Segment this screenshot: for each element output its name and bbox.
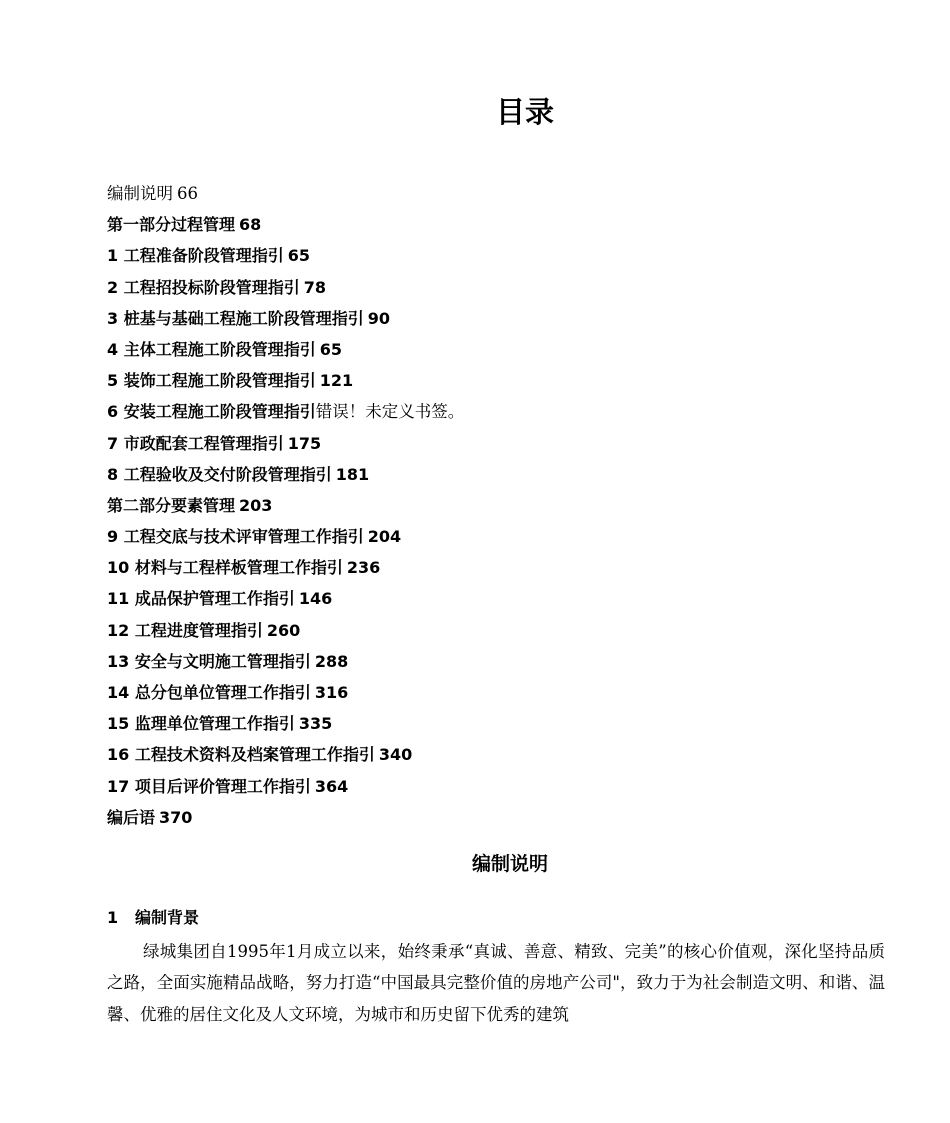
- toc-entry-label: 8 工程验收及交付阶段管理指引: [107, 464, 332, 484]
- toc-entry-label: 10 材料与工程样板管理工作指引: [107, 558, 343, 578]
- toc-entry-label: 16 工程技术资料及档案管理工作指引: [107, 745, 375, 765]
- toc-entry[interactable]: [107, 492, 867, 523]
- toc-entry[interactable]: [107, 461, 867, 492]
- toc-entry-page: 364: [314, 776, 349, 796]
- toc-entry[interactable]: [107, 679, 867, 710]
- toc-entry-label: 14 总分包单位管理工作指引: [107, 683, 311, 702]
- toc-entry-label: 17 项目后评价管理工作指引: [107, 776, 311, 796]
- subsection-title: 编制背景: [135, 908, 200, 927]
- section-heading: 编制说明: [471, 853, 548, 875]
- toc-entry[interactable]: [107, 617, 867, 648]
- subsection-number: 1: [107, 908, 119, 927]
- toc-entry-label: 6 安装工程施工阶段管理指引: [107, 402, 316, 422]
- toc-entry-page: 175: [287, 433, 322, 453]
- toc-entry[interactable]: [107, 211, 867, 242]
- toc-entry[interactable]: [107, 804, 867, 835]
- toc-entry-page: 288: [314, 651, 349, 671]
- document-title: 目录: [495, 95, 554, 129]
- toc-entry-label: 13 安全与文明施工管理指引: [107, 651, 311, 671]
- toc-entry-label: 9 工程交底与技术评审管理工作指引: [107, 527, 364, 547]
- toc-entry-label: 5 装饰工程施工阶段管理指引: [107, 371, 316, 391]
- body-paragraph: 绿城集团自1995年1月成立以来，始终秉承“真诚、善意、精致、完美”的核心价值观，深化坚持品质之路，全面实施精品战略，努力打造“中国最具完整价值的房地产公司"，致力于为社会制造文明、和谐、温馨、优雅的居住文化及人文环境，为城市和历史留下优秀的建筑: [107, 942, 885, 1024]
- toc-entry-page: 236: [346, 558, 381, 578]
- toc-entry-page: 146: [298, 589, 333, 609]
- toc-entry-label: 15 监理单位管理工作指引: [107, 714, 295, 734]
- toc-entry-page: 66: [177, 184, 198, 203]
- toc-entry-label: 7 市政配套工程管理指引: [107, 433, 284, 453]
- toc-entry-page: 204: [367, 527, 402, 547]
- toc-entry-page: 370: [159, 807, 193, 827]
- toc-entry-label: 4 主体工程施工阶段管理指引: [107, 339, 316, 359]
- toc-entry-label: 第一部分过程管理: [107, 215, 236, 235]
- toc-entry[interactable]: [107, 741, 867, 772]
- table-of-contents: [107, 180, 867, 835]
- toc-entry-page: 335: [298, 714, 333, 734]
- toc-entry-label: 编制说明: [107, 184, 173, 203]
- toc-entry-page: 316: [314, 683, 349, 702]
- toc-entry-label: 2 工程招投标阶段管理指引: [107, 277, 300, 297]
- toc-entry-label: 第二部分要素管理: [107, 495, 236, 515]
- toc-entry[interactable]: [107, 398, 867, 429]
- toc-entry[interactable]: [107, 336, 867, 367]
- toc-entry-page: 65: [287, 246, 310, 266]
- toc-entry-label: 编后语: [107, 807, 156, 827]
- toc-entry-page: 65: [319, 339, 342, 359]
- subsection-heading: [107, 904, 199, 932]
- toc-entry[interactable]: [107, 710, 867, 741]
- toc-entry-page: 68: [239, 215, 262, 235]
- toc-entry[interactable]: [107, 430, 867, 461]
- toc-entry[interactable]: [107, 648, 867, 679]
- toc-entry[interactable]: [107, 242, 867, 273]
- toc-entry[interactable]: [107, 523, 867, 554]
- toc-entry[interactable]: [107, 773, 867, 804]
- toc-entry[interactable]: [107, 305, 867, 336]
- toc-entry[interactable]: [107, 554, 867, 585]
- toc-entry-page-error: 错误！未定义书签。: [315, 402, 465, 422]
- toc-entry[interactable]: [107, 585, 867, 616]
- toc-entry-page: 340: [378, 745, 413, 765]
- toc-entry-label: 1 工程准备阶段管理指引: [107, 246, 284, 266]
- toc-entry-page: 181: [335, 464, 370, 484]
- toc-entry-label: 11 成品保护管理工作指引: [107, 589, 295, 609]
- toc-entry[interactable]: [107, 180, 867, 211]
- toc-entry-page: 90: [367, 308, 390, 328]
- toc-entry-page: 78: [303, 277, 326, 297]
- toc-entry[interactable]: [107, 367, 867, 398]
- toc-entry-page: 260: [266, 620, 301, 640]
- toc-entry-label: 3 桩基与基础工程施工阶段管理指引: [107, 308, 364, 328]
- toc-entry-page: 203: [239, 495, 273, 515]
- toc-entry-label: 12 工程进度管理指引: [107, 620, 263, 640]
- toc-entry[interactable]: [107, 274, 867, 305]
- toc-entry-page: 121: [319, 371, 354, 391]
